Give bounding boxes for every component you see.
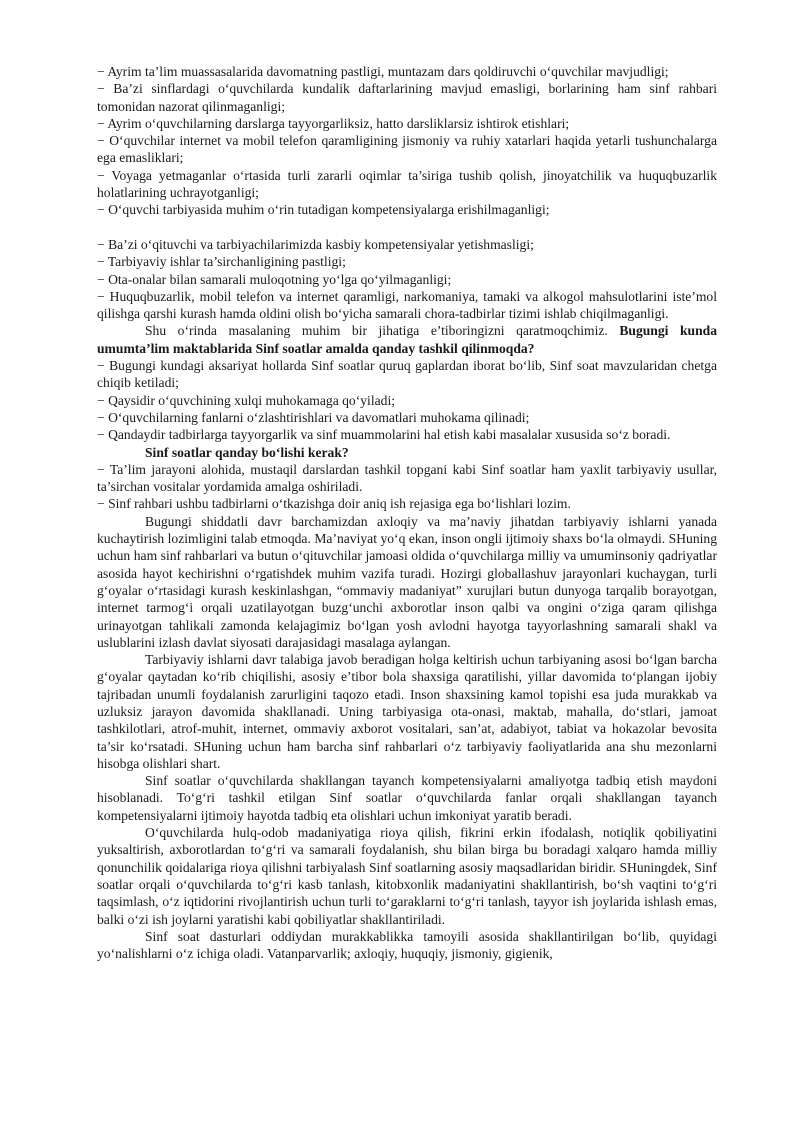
answer-item: − Qaysidir o‘quvchining xulqi muhokamaga qo‘yiladi;	[97, 392, 395, 408]
body-paragraph: Tarbiyaviy ishlarni davr talabiga javob beradigan holga keltirish uchun tarbiyaning asosi bo‘lgan barcha g‘oyalar qaytadan ko‘rib chiqilishi, asosiy e’tibor bola shaxsiga qaratilishi, yillar davomida to‘plangan ijobiy tajribadan unumli foydalanish zarurligini taqozo etadi. Inson shaxsining kamol topishi esa juda murakkab va uzluksiz jarayon davomida shakllanadi. Uning tarbiyasiga ota-onasi, maktab, mahalla, do‘stlari, jamoat tashkilotlari, atrof-muhit, internet, ommaviy axborot vositalari, san’at, adabiyot, tabiat va hokazolar bevosita ta’sir ko‘rsatadi. SHuning uchun ham barcha sinf rahbarlari o‘z tarbiyaviy faoliyatlarida ana shu mezonlarni hisobga olishlari shart.	[97, 652, 717, 771]
body-paragraph: Sinf soatlar o‘quvchilarda shakllangan tayanch kompetensiyalarni amaliyotga tadbiq etish maydoni hisoblanadi. To‘g‘ri tashkil etilgan Sinf soatlar o‘quvchilarda fanlar orqali shakllangan tayanch kompetensiyalarni ijtimoiy hayotda tadbiq eta olishlari uchun imkoniyat yaratib beradi.	[97, 773, 717, 823]
body-paragraph: Bugungi shiddatli davr barchamizdan axloqiy va ma’naviy jihatdan tarbiyaviy ishlarni yanada kuchaytirish lozimligini talab etmoqda. Ma’naviyat yo‘q ekan, inson ongli ijtimoiy shaxs bo‘la olmaydi. SHuning uchun ham sinf rahbarlari va butun o‘qituvchilar jamoasi oldida o‘quvchilarga milliy va umuminsoniy qadriyatlar asosida hayot kechirishni o‘rgatishdek muhim vazifa turadi. Hozirgi globallashuv jarayonlari kuchaygan, turli g‘oyalar o‘rtasidagi kurash keskinlashgan, “ommaviy madaniyat” xurujlari butun dunyoga tarqalib borayotgan, internet tarmog‘i orqali uzatilayotgan buzg‘unchi axborotlar inson qalbi va ongini o‘ziga qaram qilishga urinayotgan tahlikali zamonda kelajagimiz bo‘lgan yosh avlodni hayotga tayyorlashning samarali shakl va uslublarini izlash davlat siyosati darajasidagi masalaga aylangan.	[97, 513, 717, 650]
problem-item: − O‘quvchi tarbiyasida muhim o‘rin tutadigan kompetensiyalarga erishilmaganligi;	[97, 202, 550, 218]
problem-item: − Ota-onalar bilan samarali muloqotning yo‘lga qo‘yilmaganligi;	[97, 271, 452, 287]
answer-item: − Bugungi kundagi aksariyat hollarda Sinf soatlar quruq gaplardan iborat bo‘lib, Sinf soat mavzularidan chetga chiqib ketiladi;	[97, 358, 717, 391]
answer-item: − Ta’lim jarayoni alohida, mustaqil darslardan tashkil topgani kabi Sinf soatlar ham yaxlit tarbiyaviy usullar, ta’sirchan vositalar yordamida amalga oshiriladi.	[97, 461, 717, 495]
section-heading: Sinf soatlar qanday bo‘lishi kerak?	[145, 444, 349, 460]
answer-item: − Sinf rahbari ushbu tadbirlarni o‘tkazishga doir aniq ish rejasiga ega bo‘lishlari lozim.	[97, 496, 571, 512]
problem-item: − Ba’zi sinflardagi o‘quvchilarda kundalik daftarlarining mavjud emasligi, borlarining ham sinf rahbari tomonidan nazorat qilinmaganligi;	[97, 81, 717, 114]
answer-item: − O‘quvchilarning fanlarni o‘zlashtirishlari va davomatlari muhokama qilinadi;	[97, 409, 530, 425]
problem-item: − O‘quvchilar internet va mobil telefon qaramligining jismoniy va ruhiy xatarlari haqida yetarli tushunchalarga ega emasliklari;	[97, 133, 717, 166]
problem-item: − Ayrim ta’lim muassasalarida davomatning pastligi, muntazam dars qoldiruvchi o‘quvchilar mavjudligi;	[97, 64, 669, 79]
problem-item: − Tarbiyaviy ishlar ta’sirchanligining pastligi;	[97, 254, 346, 270]
problem-item: − Voyaga yetmaganlar o‘rtasida turli zararli oqimlar ta’siriga tushib qolish, jinoyatchilik va huquqbuzarlik holatlarining uchrayotganligi;	[97, 167, 717, 201]
document-page	[97, 63, 717, 962]
body-paragraph: O‘quvchilarda hulq-odob madaniyatiga rioya qilish, fikrini erkin ifodalash, notiqlik qobiliyatini yuksaltirish, axborotlardan to‘g‘ri va samarali foydalanish, shu bilan birga bu boradagi xalqaro hamda milliy qonunchilik qoidalariga rioya qilishni tarbiyalash Sinf soatlarning asosiy maqsadlaridan biridir. SHuningdek, Sinf soatlar orqali o‘quvchilarda to‘g‘ri kasb tanlash, kitobxonlik madaniyatini shakllantirish, bo‘sh vaqtini to‘g‘ri taqsimlash, o‘z iqtidorini rivojlantirish uchun turli to‘garaklarni to‘g‘ri tanlash, tayyor ish joylarida ishlash emas, balki o‘zi ish joylarni yaratishi kabi qobiliyatlar shakllantiriladi.	[97, 825, 717, 927]
question-bold: Bugungi kunda umumta’lim maktablarida Sinf soatlar amalda qanday tashkil qilinmoqda?	[97, 323, 718, 356]
body-paragraph: Sinf soat dasturlari oddiydan murakkablikka tamoyili asosida shakllantirilgan bo‘lib, quyidagi yo‘nalishlarni o‘z ichiga oladi. Vatanparvarlik; axloqiy, huquqiy, jismoniy, gigienik,	[97, 928, 717, 962]
problem-item: − Huquqbuzarlik, mobil telefon va internet qaramligi, narkomaniya, tamaki va alkogol mahsulotlarini iste’mol qilishga qarshi kurash hamda oldini olish bo‘yicha samarali chora-tadbirlar tizimi ishlab chiqilmaganligi.	[97, 288, 717, 322]
answer-item: − Qandaydir tadbirlarga tayyorgarlik va sinf muammolarini hal etish kabi masalalar xususida so‘z boradi.	[97, 427, 671, 443]
blank-line	[97, 219, 717, 236]
question-lead: Shu o‘rinda masalaning muhim bir jihatiga e’tiboringizni qaratmoqchimiz.	[145, 323, 620, 339]
problem-item: − Ba’zi o‘qituvchi va tarbiyachilarimizda kasbiy kompetensiyalar yetishmasligi;	[97, 236, 534, 252]
problem-item: − Ayrim o‘quvchilarning darslarga tayyorgarliksiz, hatto darsliklarsiz ishtirok etishlari;	[97, 115, 570, 131]
question-paragraph	[97, 322, 717, 357]
